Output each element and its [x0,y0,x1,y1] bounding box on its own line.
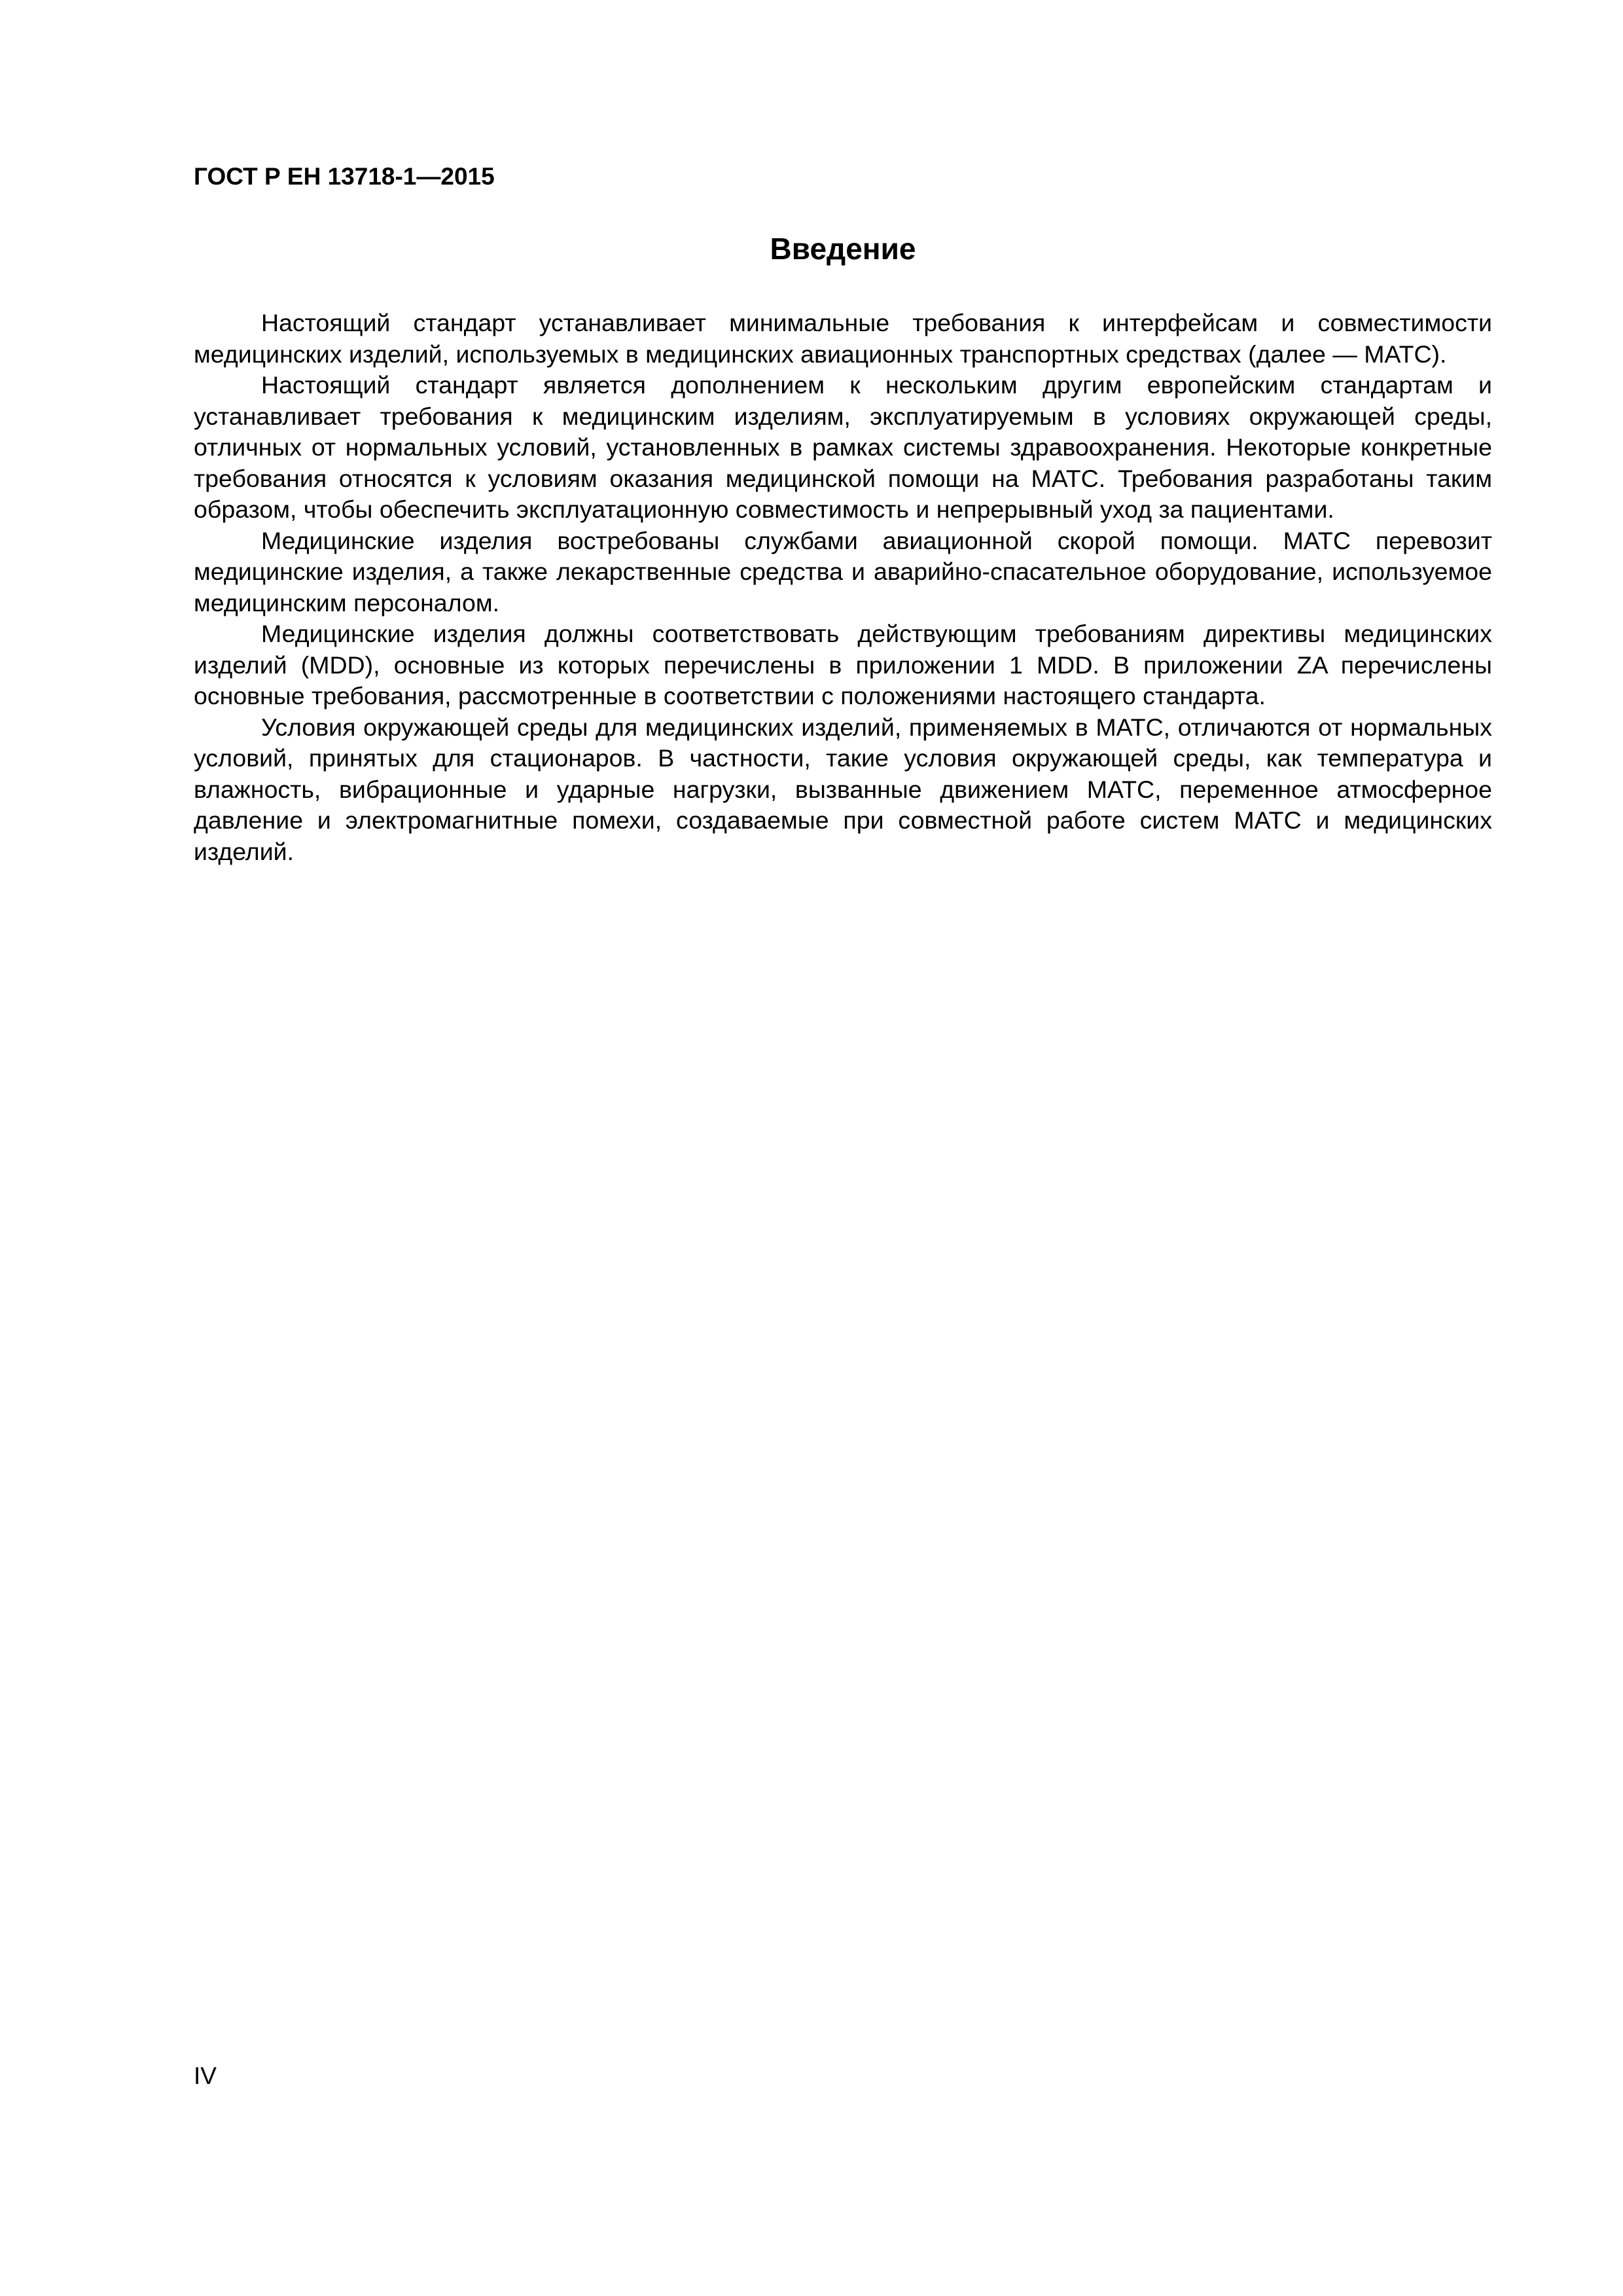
paragraph: Настоящий стандарт является дополнением к нескольким другим европейским стандартам и устанавливает требования к медицинским изделиям, эксплуатируемым в условиях окружающей среды, отличных от нормальных условий, установленных в рамках системы здравоохранения. Некоторые конкретные требования относятся к условиям оказания медицинской помощи на МАТС. Требования разработаны таким образом, чтобы обеспечить эксплуатационную совместимость и непрерывный уход за пациентами. [194,371,1492,523]
paragraph: Условия окружающей среды для медицинских изделий, применяемых в МАТС, отличаются от нормальных условий, принятых для стационаров. В частности, такие условия окружающей среды, как температура и влажность, вибрационные и ударные нагрузки, вызванные движением МАТС, переменное атмосферное давление и электромагнитные помехи, создаваемые при совместной работе систем МАТС и медицинских изделий. [194,713,1492,865]
section-title: Введение [770,232,916,266]
document-body [194,308,1492,867]
page-number: IV [194,2062,217,2089]
paragraph: Настоящий стандарт устанавливает минимальные требования к интерфейсам и совместимости медицинских изделий, используемых в медицинских авиационных транспортных средствах (далее — МАТС). [194,309,1492,368]
paragraph: Медицинские изделия востребованы службами авиационной скорой помощи. МАТС перевозит медицинские изделия, а также лекарственные средства и аварийно-спасательное оборудование, используемое медицинским персоналом. [194,526,1492,617]
paragraph: Медицинские изделия должны соответствовать действующим требованиям директивы медицинских изделий (MDD), основные из которых перечислены в приложении 1 MDD. В приложении ZA перечислены основные требования, рассмотренные в соответствии с положениями настоящего стандарта. [194,620,1492,709]
document-header: ГОСТ Р ЕН 13718-1—2015 [194,163,495,190]
